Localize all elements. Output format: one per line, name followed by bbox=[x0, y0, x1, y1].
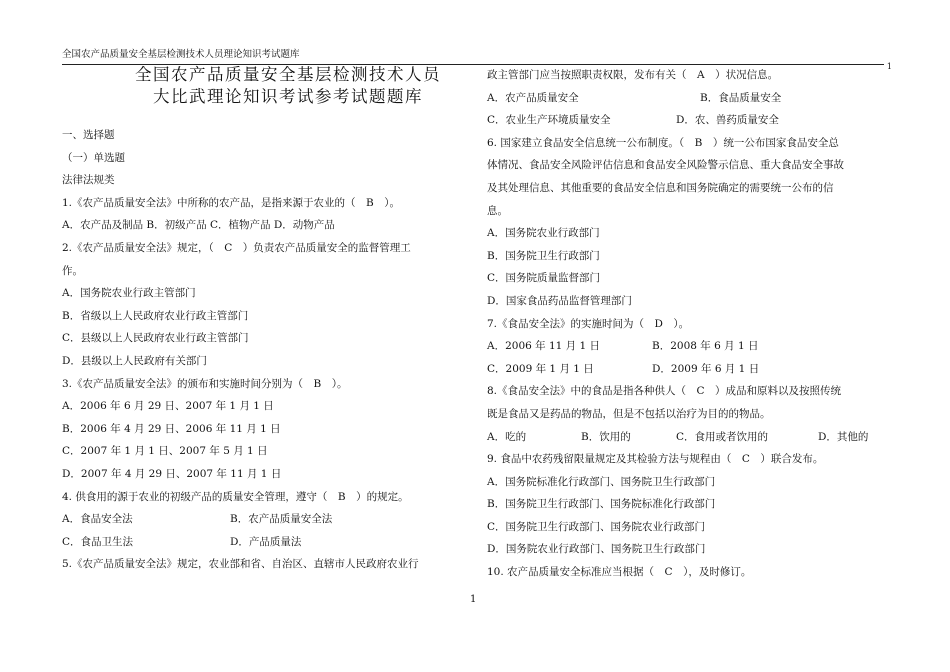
question-2-line2: 作。 bbox=[62, 264, 83, 277]
right-column bbox=[487, 64, 887, 584]
question-6-line2: 体情况、食品安全风险评估信息和食品安全风险警示信息、重大食品安全事故 bbox=[487, 159, 844, 172]
question-2-option-a: A．国务院农业行政主管部门 bbox=[62, 287, 196, 300]
section-heading: 一、选择题 bbox=[62, 129, 115, 141]
question-8-option-b: B．饮用的 bbox=[581, 430, 631, 443]
question-8-options bbox=[487, 426, 887, 449]
question-4: 4. 供食用的源于农业的初级产品的质量安全管理，遵守（ B ）的规定。 bbox=[62, 490, 409, 503]
document-title-line2: 大比武理论知识考试参考试题题库 bbox=[153, 87, 423, 106]
question-8-line2: 既是食品又是药品的物品，但是不包括以治疗为目的的物品。 bbox=[487, 407, 771, 420]
header-mark: 1 bbox=[886, 62, 892, 71]
document-title-line1: 全国农产品质量安全基层检测技术人员 bbox=[135, 65, 441, 84]
question-4-option-b: B．农产品质量安全法 bbox=[230, 513, 333, 526]
category-heading: 法律法规类 bbox=[62, 174, 115, 187]
question-2-option-b: B．省级以上人民政府农业行政主管部门 bbox=[62, 309, 249, 322]
question-5-option-b: B．食品质量安全 bbox=[700, 91, 782, 104]
question-1-options: A．农产品及制品 B．初级产品 C．植物产品 D．动物产品 bbox=[62, 219, 335, 232]
question-6-line3: 及其处理信息、其他重要的食品安全信息和国务院确定的需要统一公布的信 bbox=[487, 181, 834, 194]
question-2-option-c: C．县级以上人民政府农业行政主管部门 bbox=[62, 332, 249, 345]
question-3-option-c: C．2007 年 1 月 1 日、2007 年 5 月 1 日 bbox=[62, 445, 268, 458]
question-4-option-d: D．产品质量法 bbox=[230, 535, 302, 548]
question-8-line1: 8.《食品安全法》中的食品是指各种供人（ C ）成品和原料以及按照传统 bbox=[487, 385, 842, 398]
question-7-options-cd bbox=[487, 358, 887, 381]
question-2-line1: 2.《农产品质量安全法》规定，（ C ）负责农产品质量安全的监督管理工 bbox=[62, 241, 411, 254]
question-7-option-b: B．2008 年 6 月 1 日 bbox=[652, 340, 759, 353]
question-5-options-ab bbox=[487, 87, 887, 110]
question-9-option-a: A．国务院标准化行政部门、国务院卫生行政部门 bbox=[487, 475, 716, 488]
question-7-option-c: C．2009 年 1 月 1 日 bbox=[487, 362, 594, 375]
subsection-heading: （一）单选题 bbox=[62, 151, 125, 164]
question-10: 10. 农产品质量安全标准应当根据（ C ），及时修订。 bbox=[487, 566, 752, 579]
page-number: 1 bbox=[470, 594, 477, 605]
running-header bbox=[62, 48, 892, 71]
question-7-option-a: A．2006 年 11 月 1 日 bbox=[487, 340, 601, 353]
question-4-options-cd bbox=[62, 531, 464, 554]
question-5-line1: 5.《农产品质量安全法》规定，农业部和省、自治区、直辖市人民政府农业行 bbox=[62, 558, 419, 571]
left-column bbox=[62, 64, 464, 576]
question-6-line1: 6. 国家建立食品安全信息统一公布制度。（ B ）统一公布国家食品安全总 bbox=[487, 136, 839, 149]
question-5-options-cd bbox=[487, 109, 887, 132]
question-3-option-a: A．2006 年 6 月 29 日、2007 年 1 月 1 日 bbox=[62, 400, 274, 413]
question-9-option-d: D．国务院农业行政部门、国务院卫生行政部门 bbox=[487, 543, 706, 556]
question-4-option-a: A．食品安全法 bbox=[62, 513, 133, 526]
question-6-option-d: D．国家食品药品监督管理部门 bbox=[487, 294, 632, 307]
question-6-option-a: A．国务院农业行政部门 bbox=[487, 227, 600, 240]
question-4-options-ab bbox=[62, 508, 464, 531]
question-8-option-a: A．吃的 bbox=[487, 430, 527, 443]
question-2-option-d: D．县级以上人民政府有关部门 bbox=[62, 354, 207, 367]
question-3-option-d: D．2007 年 4 月 29 日、2007 年 11 月 1 日 bbox=[62, 467, 282, 480]
header-text: 全国农产品质量安全基层检测技术人员理论知识考试题库 bbox=[62, 49, 300, 60]
question-3: 3.《农产品质量安全法》的颁布和实施时间分别为（ B ）。 bbox=[62, 377, 348, 390]
question-9-option-b: B．国务院卫生行政部门、国务院标准化行政部门 bbox=[487, 498, 716, 511]
question-7-options-ab bbox=[487, 335, 887, 358]
question-6-line4: 息。 bbox=[487, 204, 508, 217]
question-5-line2: 政主管部门应当按照职责权限，发布有关（ A ）状况信息。 bbox=[487, 69, 779, 81]
question-7-option-d: D．2009 年 6 月 1 日 bbox=[652, 362, 760, 375]
question-5-option-a: A．农产品质量安全 bbox=[487, 91, 579, 104]
question-4-option-c: C．食品卫生法 bbox=[62, 535, 134, 548]
question-8-option-c: C．食用或者饮用的 bbox=[676, 430, 769, 443]
question-5-option-d: D．农、兽药质量安全 bbox=[676, 114, 779, 127]
question-8-option-d: D．其他的 bbox=[818, 430, 869, 443]
question-9: 9. 食品中农药残留限量规定及其检验方法与规程由（ C ）联合发布。 bbox=[487, 453, 824, 466]
question-3-option-b: B．2006 年 4 月 29 日、2006 年 11 月 1 日 bbox=[62, 422, 281, 435]
question-6-option-b: B．国务院卫生行政部门 bbox=[487, 249, 600, 262]
question-7: 7.《食品安全法》的实施时间为（ D ）。 bbox=[487, 317, 690, 330]
question-9-option-c: C．国务院卫生行政部门、国务院农业行政部门 bbox=[487, 520, 706, 533]
question-5-option-c: C．农业生产环境质量安全 bbox=[487, 114, 611, 127]
question-6-option-c: C．国务院质量监督部门 bbox=[487, 272, 601, 285]
question-1: 1.《农产品质量安全法》中所称的农产品，是指来源于农业的（ B ）。 bbox=[62, 196, 400, 209]
